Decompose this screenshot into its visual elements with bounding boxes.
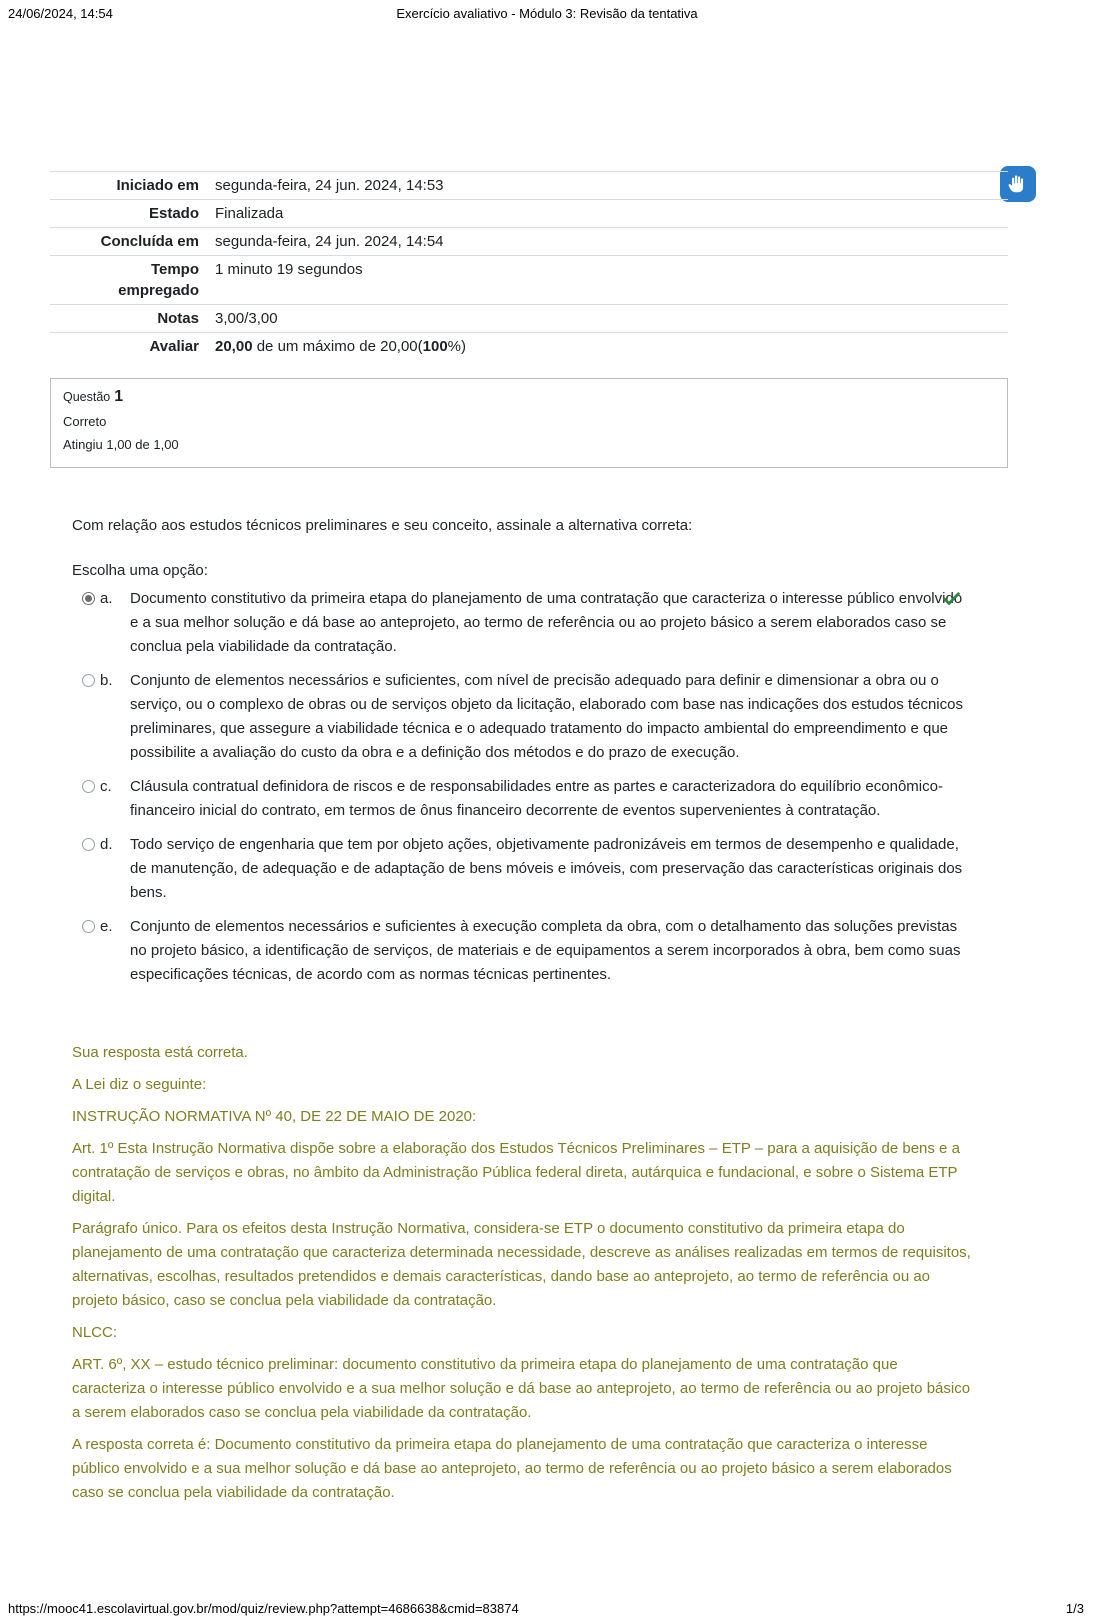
feedback-paragraph: Parágrafo único. Para os efeitos desta Instrução Normativa, considera-se ETP o documento constitutivo da primeira etapa do planejamento de uma contratação que caracteriza determinada necessidade, descreve as análises realizadas em termos de requisitos, alternativas, escolhas, resultados pretendidos e demais características, dando base ao anteprojeto, ao termo de referência ou ao projeto básico, caso se conclua pela viabilidade da contratação. xyxy=(72,1220,971,1309)
option-c xyxy=(72,775,990,823)
choose-label: Escolha uma opção: xyxy=(72,562,208,579)
option-letter: d. xyxy=(100,836,113,853)
option-letter: e. xyxy=(100,918,113,935)
feedback-paragraph: A Lei diz o seguinte: xyxy=(72,1076,207,1093)
summary-label: Avaliar xyxy=(50,333,199,361)
radio-option-b[interactable] xyxy=(82,674,95,687)
footer-page-number: 1/3 xyxy=(1065,1601,1084,1616)
summary-label: Concluída em xyxy=(50,228,199,256)
correct-check-icon xyxy=(943,590,960,615)
summary-value: segunda-feira, 24 jun. 2024, 14:53 xyxy=(199,172,1008,200)
option-text: Cláusula contratual definidora de riscos e de responsabilidades entre as partes e caracterizadora do equilíbrio econômico-financeiro inicial do contrato, em termos de ônus financeiro decorrente de eventos supervenientes à contratação. xyxy=(130,778,943,819)
summary-row-completed xyxy=(50,228,1008,256)
options-list xyxy=(72,587,990,987)
feedback-paragraph: Art. 1º Esta Instrução Normativa dispõe sobre a elaboração dos Estudos Técnicos Preliminares – ETP – para a aquisição de bens e a contratação de serviços e obras, no âmbito da Administração Pública federal direta, autárquica e fundacional, e sobre o Sistema ETP digital. xyxy=(72,1140,960,1205)
option-letter: c. xyxy=(100,778,112,795)
print-header xyxy=(8,6,1086,24)
summary-label: Tempo empregado xyxy=(50,256,199,305)
option-b xyxy=(72,669,990,765)
grade-text: de um máximo de 20,00( xyxy=(252,338,423,355)
option-a xyxy=(72,587,990,659)
feedback-correct-line: Sua resposta está correta. xyxy=(72,1044,248,1061)
option-d xyxy=(72,833,990,905)
summary-value: Finalizada xyxy=(199,200,1008,228)
question-number-label: Questão xyxy=(63,390,111,404)
radio-option-c[interactable] xyxy=(82,780,95,793)
summary-row-started xyxy=(50,172,1008,200)
summary-label: Iniciado em xyxy=(50,172,199,200)
summary-value: 3,00/3,00 xyxy=(199,305,1008,333)
feedback-paragraph: ART. 6º, XX – estudo técnico preliminar: documento constitutivo da primeira etapa do planejamento de uma contratação que caracteriza o interesse público envolvido e a sua melhor solução e dá base ao anteprojeto, ao termo de referência ou ao projeto básico a serem elaborados caso se conclua pela viabilidade da contratação. xyxy=(72,1356,971,1421)
summary-value xyxy=(199,333,1008,361)
print-datetime: 24/06/2024, 14:54 xyxy=(8,6,113,21)
option-text: Todo serviço de engenharia que tem por objeto ações, objetivamente padronizáveis em termos de desempenho e qualidade, de manutenção, de adequação e de adaptação de bens móveis e imóveis, com preservação das características originais dos bens. xyxy=(130,836,963,901)
question-number xyxy=(63,388,995,406)
option-text: Documento constitutivo da primeira etapa do planejamento de uma contratação que caracteriza o interesse público envolvido e a sua melhor solução e dá base ao anteprojeto, ao termo de referência ou ao projeto básico a serem elaborados caso se conclua pela viabilidade da contratação. xyxy=(130,590,963,655)
summary-row-time xyxy=(50,256,1008,305)
summary-row-state xyxy=(50,200,1008,228)
print-title: Exercício avaliativo - Módulo 3: Revisão da tentativa xyxy=(396,6,698,21)
option-letter: b. xyxy=(100,672,113,689)
feedback-block xyxy=(72,1041,990,1505)
hand-sign-icon xyxy=(1007,173,1029,195)
grade-value: 20,00 xyxy=(215,338,253,355)
option-e xyxy=(72,915,990,987)
summary-label: Notas xyxy=(50,305,199,333)
question-grade: Atingiu 1,00 de 1,00 xyxy=(63,437,179,452)
summary-value: segunda-feira, 24 jun. 2024, 14:54 xyxy=(199,228,1008,256)
summary-table xyxy=(50,171,1008,360)
summary-row-grade xyxy=(50,333,1008,361)
question-stem: Com relação aos estudos técnicos preliminares e seu conceito, assinale a alternativa correta: xyxy=(72,517,693,534)
summary-label: Estado xyxy=(50,200,199,228)
radio-option-d[interactable] xyxy=(82,838,95,851)
summary-value: 1 minuto 19 segundos xyxy=(199,256,1008,305)
radio-option-e[interactable] xyxy=(82,920,95,933)
grade-percent: 100 xyxy=(422,338,448,355)
question-state: Correto xyxy=(63,414,107,429)
feedback-paragraph: INSTRUÇÃO NORMATIVA Nº 40, DE 22 DE MAIO DE 2020: xyxy=(72,1108,477,1125)
question-info-box xyxy=(50,378,1008,468)
question-body xyxy=(72,514,990,1505)
grade-suffix: %) xyxy=(447,338,467,355)
radio-option-a[interactable] xyxy=(82,592,95,605)
feedback-paragraph: NLCC: xyxy=(72,1324,118,1341)
footer-url: https://mooc41.escolavirtual.gov.br/mod/quiz/review.php?attempt=4686638&cmid=83874 xyxy=(8,1601,519,1616)
feedback-right-answer: A resposta correta é: Documento constitutivo da primeira etapa do planejamento de uma contratação que caracteriza o interesse público envolvido e a sua melhor solução e dá base ao anteprojeto, ao termo de referência ou ao projeto básico a serem elaborados caso se conclua pela viabilidade da contratação. xyxy=(72,1436,952,1501)
option-letter: a. xyxy=(100,590,113,607)
print-footer xyxy=(8,1601,1084,1616)
summary-row-marks xyxy=(50,305,1008,333)
option-text: Conjunto de elementos necessários e suficientes à execução completa da obra, com o detalhamento das soluções previstas no projeto básico, a identificação de serviços, de materiais e de equipamentos a serem incorporados à obra, bem como suas especificações técnicas, de acordo com as normas técnicas pertinentes. xyxy=(130,918,961,983)
question-number-value: 1 xyxy=(114,388,124,405)
option-text: Conjunto de elementos necessários e suficientes, com nível de precisão adequado para definir e dimensionar a obra ou o serviço, ou o complexo de obras ou de serviços objeto da licitação, elaborado com base nas indicações dos estudos técnicos preliminares, que assegure a viabilidade técnica e o adequado tratamento do impacto ambiental do empreendimento e que possibilite a avaliação do custo da obra e a definição dos métodos e do prazo de execução. xyxy=(130,672,963,761)
content-column xyxy=(50,171,1008,1513)
